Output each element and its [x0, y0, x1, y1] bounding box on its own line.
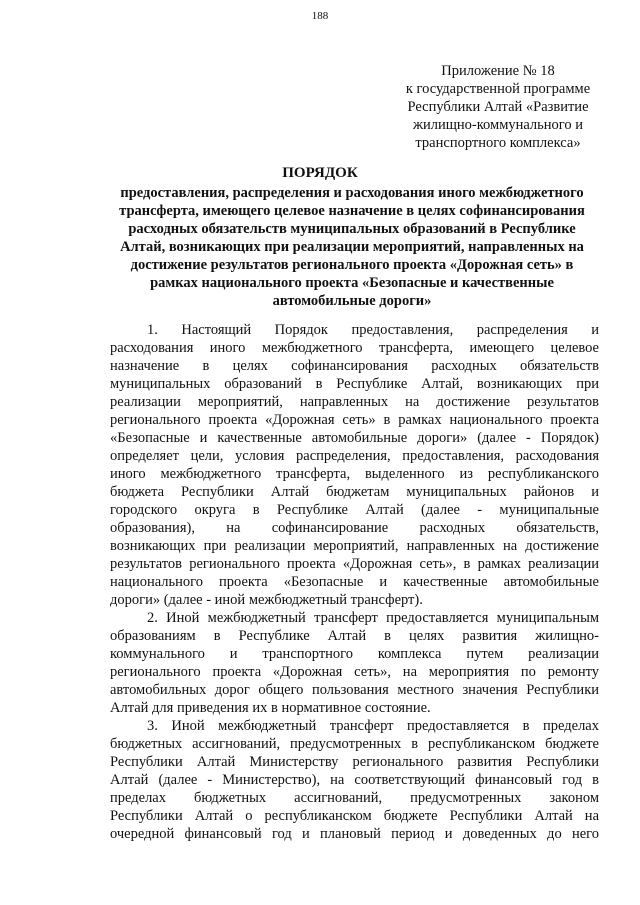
- text-line: иного межбюджетного трансферта, выделенного из республиканского: [110, 466, 599, 482]
- text-line: «Безопасные и качественные автомобильные дороги» (далее - Порядок): [110, 430, 599, 446]
- paragraph-2: [110, 609, 599, 717]
- appendix-line: Приложение № 18: [441, 63, 555, 79]
- text-line: очередной финансовый год и плановый период и доведенных до него: [110, 826, 599, 842]
- subtitle-line: расходных обязательств муниципальных образований в Республике: [128, 221, 576, 237]
- paragraph-1: [110, 321, 599, 609]
- appendix-line: к государственной программе: [405, 81, 591, 97]
- document-title: ПОРЯДОК: [282, 165, 358, 181]
- appendix-line: транспортного комплекса»: [415, 135, 581, 151]
- subtitle-line: Алтай, возникающих при реализации мероприятий, направленных на: [120, 239, 584, 255]
- appendix-line: Республики Алтай «Развитие: [407, 99, 589, 115]
- appendix-line: жилищно-коммунального и: [412, 117, 584, 133]
- text-line: определяет цели, условия распределения, предоставления, расходования: [110, 448, 599, 464]
- text-line: 3. Иной межбюджетный трансферт предоставляется в пределах: [147, 718, 599, 734]
- text-line: городского округа в Республике Алтай (далее - муниципальные: [110, 502, 599, 518]
- text-line: национального проекта «Безопасные и качественные автомобильные: [110, 574, 599, 590]
- subtitle-line: автомобильные дороги»: [272, 293, 432, 309]
- text-line: Республики Алтай о республиканском бюджете Республики Алтай на: [110, 808, 599, 824]
- text-line: образованиям в Республике Алтай в целях развития жилищно-: [110, 628, 599, 644]
- text-line: результатов регионального проекта «Дорожная сеть», в рамках реализации: [110, 556, 599, 572]
- text-line: автомобильных дорог общего пользования местного значения Республики: [110, 682, 599, 698]
- text-line: Алтай для приведения их в нормативное состояние.: [110, 700, 431, 716]
- text-line: регионального проекта «Дорожная сеть», на мероприятия по ремонту: [110, 664, 599, 680]
- text-line: 1. Настоящий Порядок предоставления, распределения и: [147, 322, 599, 338]
- page-number: 188: [311, 10, 329, 22]
- text-line: Республики Алтай Министерству регионального развития Республики: [110, 754, 599, 770]
- subtitle-line: достижение результатов регионального проекта «Дорожная сеть» в: [130, 257, 574, 273]
- text-line: бюджетных ассигнований, предусмотренных в республиканском бюджете: [110, 736, 599, 752]
- text-line: коммунального и транспортного комплекса путем реализации: [110, 646, 599, 662]
- text-line: дороги» (далее - иной межбюджетный трансферт).: [110, 592, 423, 608]
- text-line: пределах бюджетных ассигнований, предусмотренных законом: [110, 790, 599, 806]
- paragraph-3: [110, 717, 599, 843]
- appendix-note: [380, 62, 616, 152]
- subtitle-line: рамках национального проекта «Безопасные и качественные: [150, 275, 554, 291]
- subtitle-line: предоставления, распределения и расходования иного межбюджетного: [120, 185, 584, 201]
- text-line: назначение в целях софинансирования расходных обязательств: [110, 358, 599, 374]
- text-line: бюджета Республики Алтай бюджетам муниципальных районов и: [110, 484, 599, 500]
- text-line: возникающих при реализации мероприятий, направленных на достижение: [110, 538, 599, 554]
- text-line: образования), на софинансирование расходных обязательств,: [110, 520, 599, 536]
- subtitle-line: трансферта, имеющего целевое назначение в целях софинансирования: [119, 203, 585, 219]
- text-line: реализации мероприятий, направленных на достижение результатов: [110, 394, 599, 410]
- text-line: Алтай (далее - Министерство), на соответствующий финансовый год в: [110, 772, 599, 788]
- text-line: муниципальных образований в Республике Алтай, возникающих при: [110, 376, 599, 392]
- text-line: 2. Иной межбюджетный трансферт предоставляется муниципальным: [147, 610, 599, 626]
- document-subtitle: [112, 184, 592, 310]
- document-body: [110, 321, 599, 843]
- text-line: расходования иного межбюджетного трансферта, имеющего целевое: [110, 340, 599, 356]
- text-line: регионального проекта «Дорожная сеть» в рамках национального проекта: [110, 412, 599, 428]
